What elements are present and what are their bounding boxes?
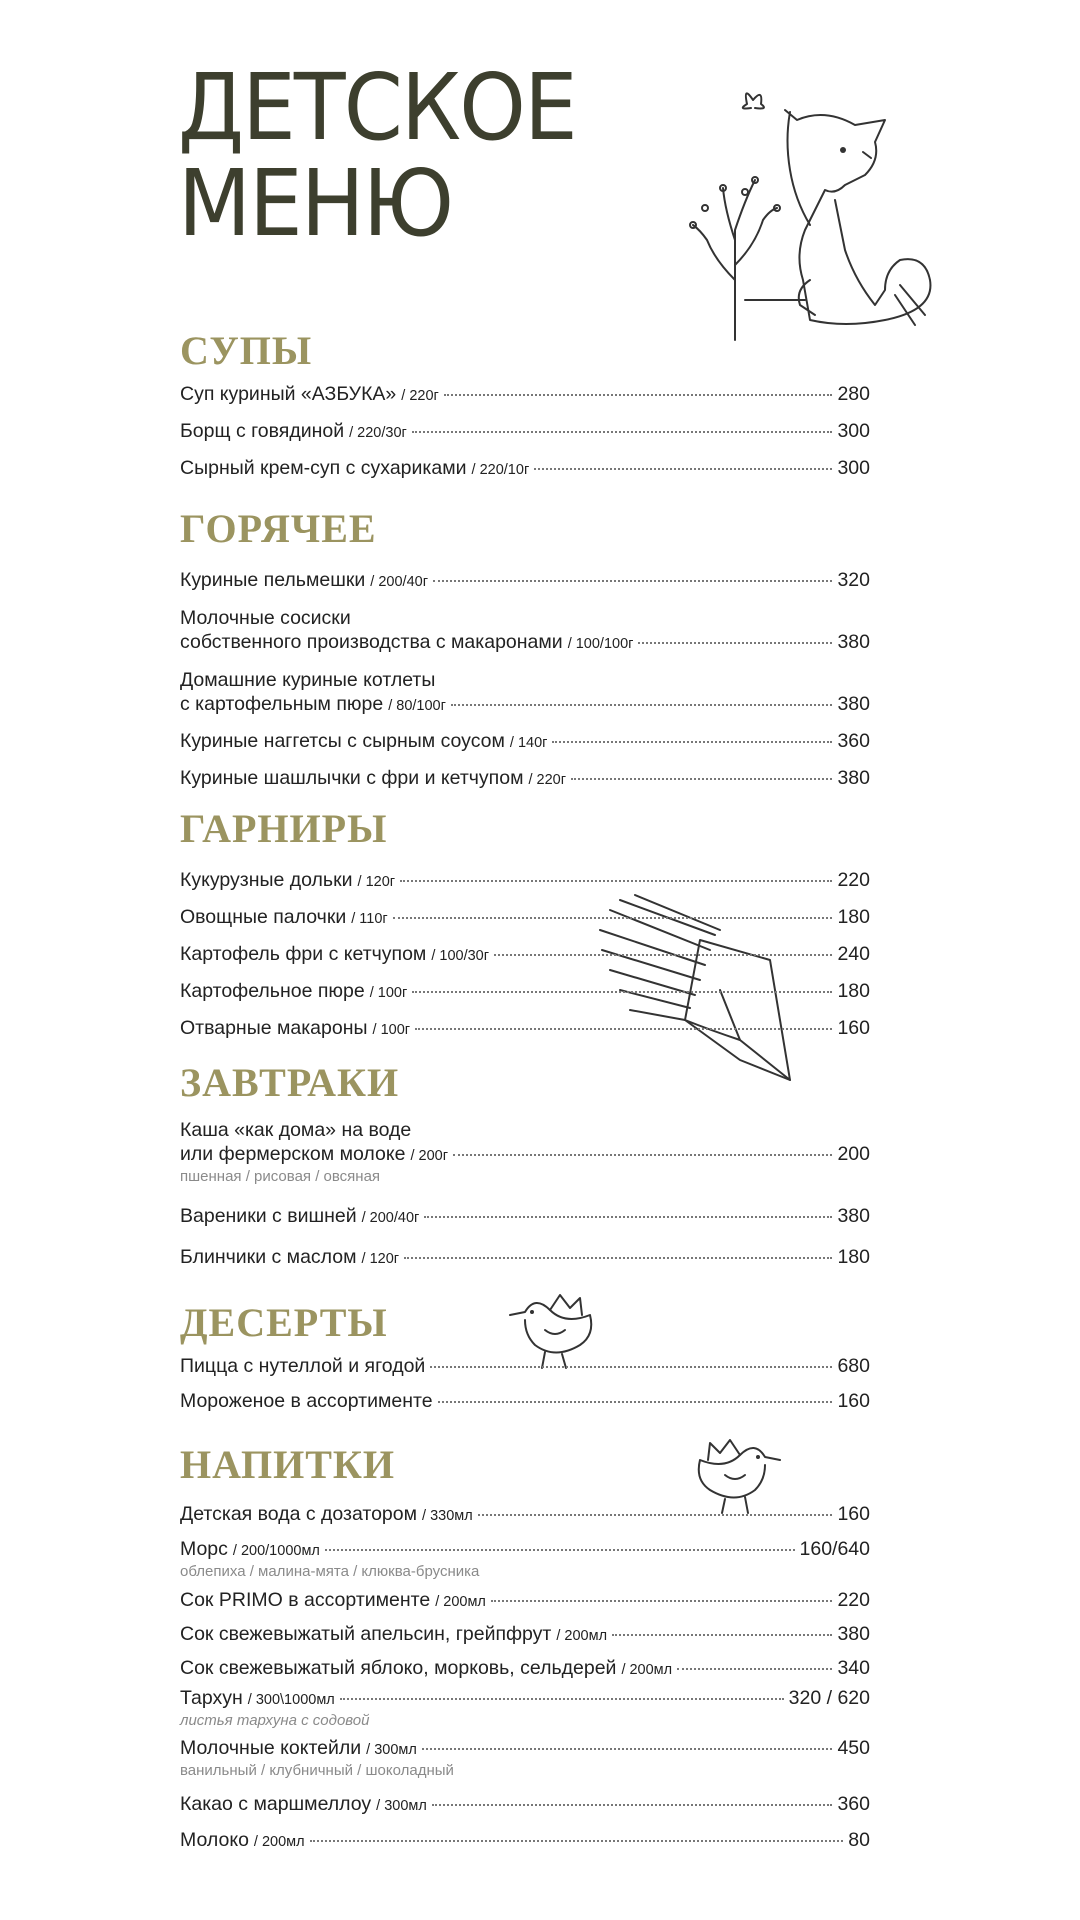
item-weight: / 300мл [376, 1798, 427, 1814]
menu-item [180, 1686, 870, 1730]
item-weight: / 120г [357, 874, 396, 890]
item-price: 220 [837, 1589, 870, 1611]
item-price: 380 [837, 631, 870, 653]
dot-leader [478, 1514, 833, 1516]
item-price: 360 [837, 730, 870, 752]
item-name: Куриные пельмешки [180, 569, 366, 591]
menu-item [180, 1502, 870, 1528]
item-name: Какао с маршмеллоу [180, 1793, 372, 1815]
fox-icon [745, 110, 930, 325]
item-weight: / 200мл [253, 1834, 305, 1850]
item-name: Сырный крем-суп с сухариками [180, 457, 467, 479]
dot-leader [494, 954, 832, 956]
item-name: Картофельное пюре [180, 980, 365, 1002]
item-name: Суп куриный «АЗБУКА» [180, 383, 397, 405]
item-note: ванильный / клубничный / шоколадный [180, 1762, 454, 1779]
section-breakfast [180, 1056, 870, 1271]
item-weight: / 200г [410, 1148, 448, 1164]
item-weight: / 200мл [435, 1594, 486, 1610]
menu-item [180, 1656, 870, 1682]
item-name-line1: Каша «как дома» на воде [180, 1119, 412, 1141]
item-price: 340 [837, 1657, 870, 1679]
item-name: Молочные коктейли [180, 1737, 362, 1759]
item-name: Кукурузные дольки [180, 869, 353, 891]
menu-item [180, 456, 870, 482]
menu-item [180, 1537, 870, 1581]
item-name: с картофельным пюре [180, 693, 384, 715]
item-weight: / 220г [528, 772, 567, 788]
item-name: собственного производства с макаронами [180, 631, 563, 653]
section-title: СУПЫ [180, 328, 313, 373]
menu-item [180, 1204, 870, 1230]
item-name: Сок PRIMO в ассортименте [180, 1589, 431, 1611]
item-weight: / 100г [369, 985, 408, 1001]
item-price: 160 [837, 1017, 870, 1039]
item-price: 180 [837, 980, 870, 1002]
menu-item [180, 1736, 870, 1780]
item-price: 380 [837, 693, 870, 715]
item-weight: / 200/1000мл [232, 1543, 320, 1559]
item-weight: / 200/40г [370, 574, 428, 590]
item-weight: / 220/10г [471, 462, 530, 478]
dot-leader [412, 431, 833, 433]
item-price: 160 [837, 1390, 870, 1412]
dot-leader [612, 1634, 832, 1636]
item-price: 300 [837, 420, 870, 442]
menu-item [180, 382, 870, 408]
item-note: пшенная / рисовая / овсяная [180, 1168, 381, 1185]
dot-leader [491, 1600, 833, 1602]
item-weight: / 220г [401, 388, 439, 404]
menu-item [180, 766, 870, 792]
dot-leader [415, 1028, 832, 1030]
item-price: 180 [837, 906, 870, 928]
item-name: Блинчики с маслом [180, 1246, 357, 1268]
item-name: Вареники с вишней [180, 1205, 357, 1227]
item-name: или фермерском молоке [180, 1143, 406, 1165]
menu-item [180, 1792, 870, 1818]
item-price: 380 [837, 767, 870, 789]
section-title: НАПИТКИ [180, 1442, 396, 1487]
item-name: Отварные макароны [180, 1017, 368, 1039]
section-title: ГАРНИРЫ [180, 806, 388, 851]
menu-item [180, 1622, 870, 1648]
menu-item [180, 668, 870, 718]
item-price: 280 [837, 383, 870, 405]
item-price: 320 / 620 [788, 1687, 870, 1709]
item-note: листья тархуна с содовой [180, 1712, 370, 1729]
menu-item [180, 1389, 870, 1413]
menu-item [180, 1245, 870, 1271]
item-weight: / 100/100г [567, 636, 634, 652]
menu-item [180, 606, 870, 656]
dot-leader [677, 1668, 832, 1670]
item-price: 360 [837, 1793, 870, 1815]
item-price: 380 [837, 1205, 870, 1227]
item-name: Сок свежевыжатый яблоко, морковь, сельдерей [180, 1657, 617, 1679]
item-name: Борщ с говядиной [180, 420, 345, 442]
page-title [178, 54, 576, 257]
item-name: Куриные наггетсы с сырным соусом [180, 730, 505, 752]
item-name-line1: Домашние куриные котлеты [180, 669, 436, 691]
butterfly-icon [743, 93, 764, 108]
item-weight: / 120г [361, 1251, 400, 1267]
item-price: 320 [837, 569, 870, 591]
menu-item [180, 729, 870, 755]
item-name: Пицца с нутеллой и ягодой [180, 1355, 426, 1377]
item-weight: / 300\1000мл [247, 1692, 335, 1708]
menu-item [180, 1588, 870, 1614]
dot-leader [432, 1804, 833, 1806]
dot-leader [393, 917, 833, 919]
item-weight: / 300мл [366, 1742, 417, 1758]
item-weight: / 100г [372, 1022, 411, 1038]
item-price: 160 [837, 1503, 870, 1525]
section-drinks [180, 1438, 870, 1854]
section-sides [180, 802, 870, 1042]
dot-leader [325, 1549, 795, 1551]
item-name: Куриные шашлычки с фри и кетчупом [180, 767, 524, 789]
menu-item [180, 1828, 870, 1854]
item-weight: / 220/30г [349, 425, 407, 441]
item-price: 180 [837, 1246, 870, 1268]
item-name: Сок свежевыжатый апельсин, грейпфрут [180, 1623, 552, 1645]
title-line-2: МЕНЮ [178, 150, 453, 257]
tree-icon [690, 177, 780, 340]
item-price: 80 [848, 1829, 870, 1851]
item-price: 380 [837, 1623, 870, 1645]
dot-leader [444, 394, 833, 396]
item-name: Мороженое в ассортименте [180, 1390, 433, 1412]
dot-leader [424, 1216, 832, 1218]
item-price: 200 [837, 1143, 870, 1165]
item-weight: / 110г [351, 911, 388, 927]
dot-leader [422, 1748, 833, 1750]
item-price: 240 [837, 943, 870, 965]
menu-item [180, 1354, 870, 1378]
menu-item [180, 1118, 870, 1186]
dot-leader [400, 880, 832, 882]
item-price: 220 [837, 869, 870, 891]
dot-leader [430, 1366, 832, 1368]
item-price: 300 [837, 457, 870, 479]
item-name: Детская вода с дозатором [180, 1503, 418, 1525]
dot-leader [571, 778, 832, 780]
section-hot [180, 502, 870, 792]
item-weight: / 80/100г [388, 698, 446, 714]
dot-leader [412, 991, 832, 993]
item-name: Овощные палочки [180, 906, 347, 928]
fox-illustration [685, 80, 945, 350]
title-line-1: ДЕТСКОЕ [178, 54, 576, 161]
menu-item [180, 419, 870, 445]
menu-item [180, 979, 870, 1005]
menu-item [180, 568, 870, 594]
item-price: 450 [837, 1737, 870, 1759]
dot-leader [534, 468, 832, 470]
menu-item [180, 868, 870, 894]
dot-leader [438, 1401, 833, 1403]
item-weight: / 200мл [556, 1628, 608, 1644]
item-price: 680 [837, 1355, 870, 1377]
item-weight: / 100/30г [431, 948, 490, 964]
dot-leader [638, 642, 832, 644]
item-name: Картофель фри с кетчупом [180, 943, 427, 965]
section-soups [180, 324, 870, 482]
item-weight: / 140г [509, 735, 548, 751]
item-name: Молоко [180, 1829, 249, 1851]
item-weight: / 200/40г [361, 1210, 420, 1226]
item-name: Морс [180, 1538, 228, 1560]
menu-item [180, 942, 870, 968]
dot-leader [340, 1698, 784, 1700]
dot-leader [404, 1257, 832, 1259]
section-title: ЗАВТРАКИ [180, 1060, 400, 1105]
section-desserts [180, 1296, 870, 1413]
dot-leader [433, 580, 832, 582]
dot-leader [552, 741, 832, 743]
dot-leader [453, 1154, 832, 1156]
dot-leader [310, 1840, 844, 1842]
dot-leader [451, 704, 833, 706]
item-weight: / 200мл [621, 1662, 673, 1678]
menu-item [180, 905, 870, 931]
item-price: 160/640 [799, 1538, 870, 1560]
menu-item [180, 1016, 870, 1042]
item-weight: / 330мл [422, 1508, 473, 1524]
item-name-line1: Молочные сосиски [180, 607, 351, 629]
item-note: облепиха / малина-мята / клюква-брусника [180, 1563, 480, 1580]
section-title: ДЕСЕРТЫ [180, 1300, 388, 1345]
section-title: ГОРЯЧЕЕ [180, 506, 377, 551]
item-name: Тархун [180, 1687, 243, 1709]
